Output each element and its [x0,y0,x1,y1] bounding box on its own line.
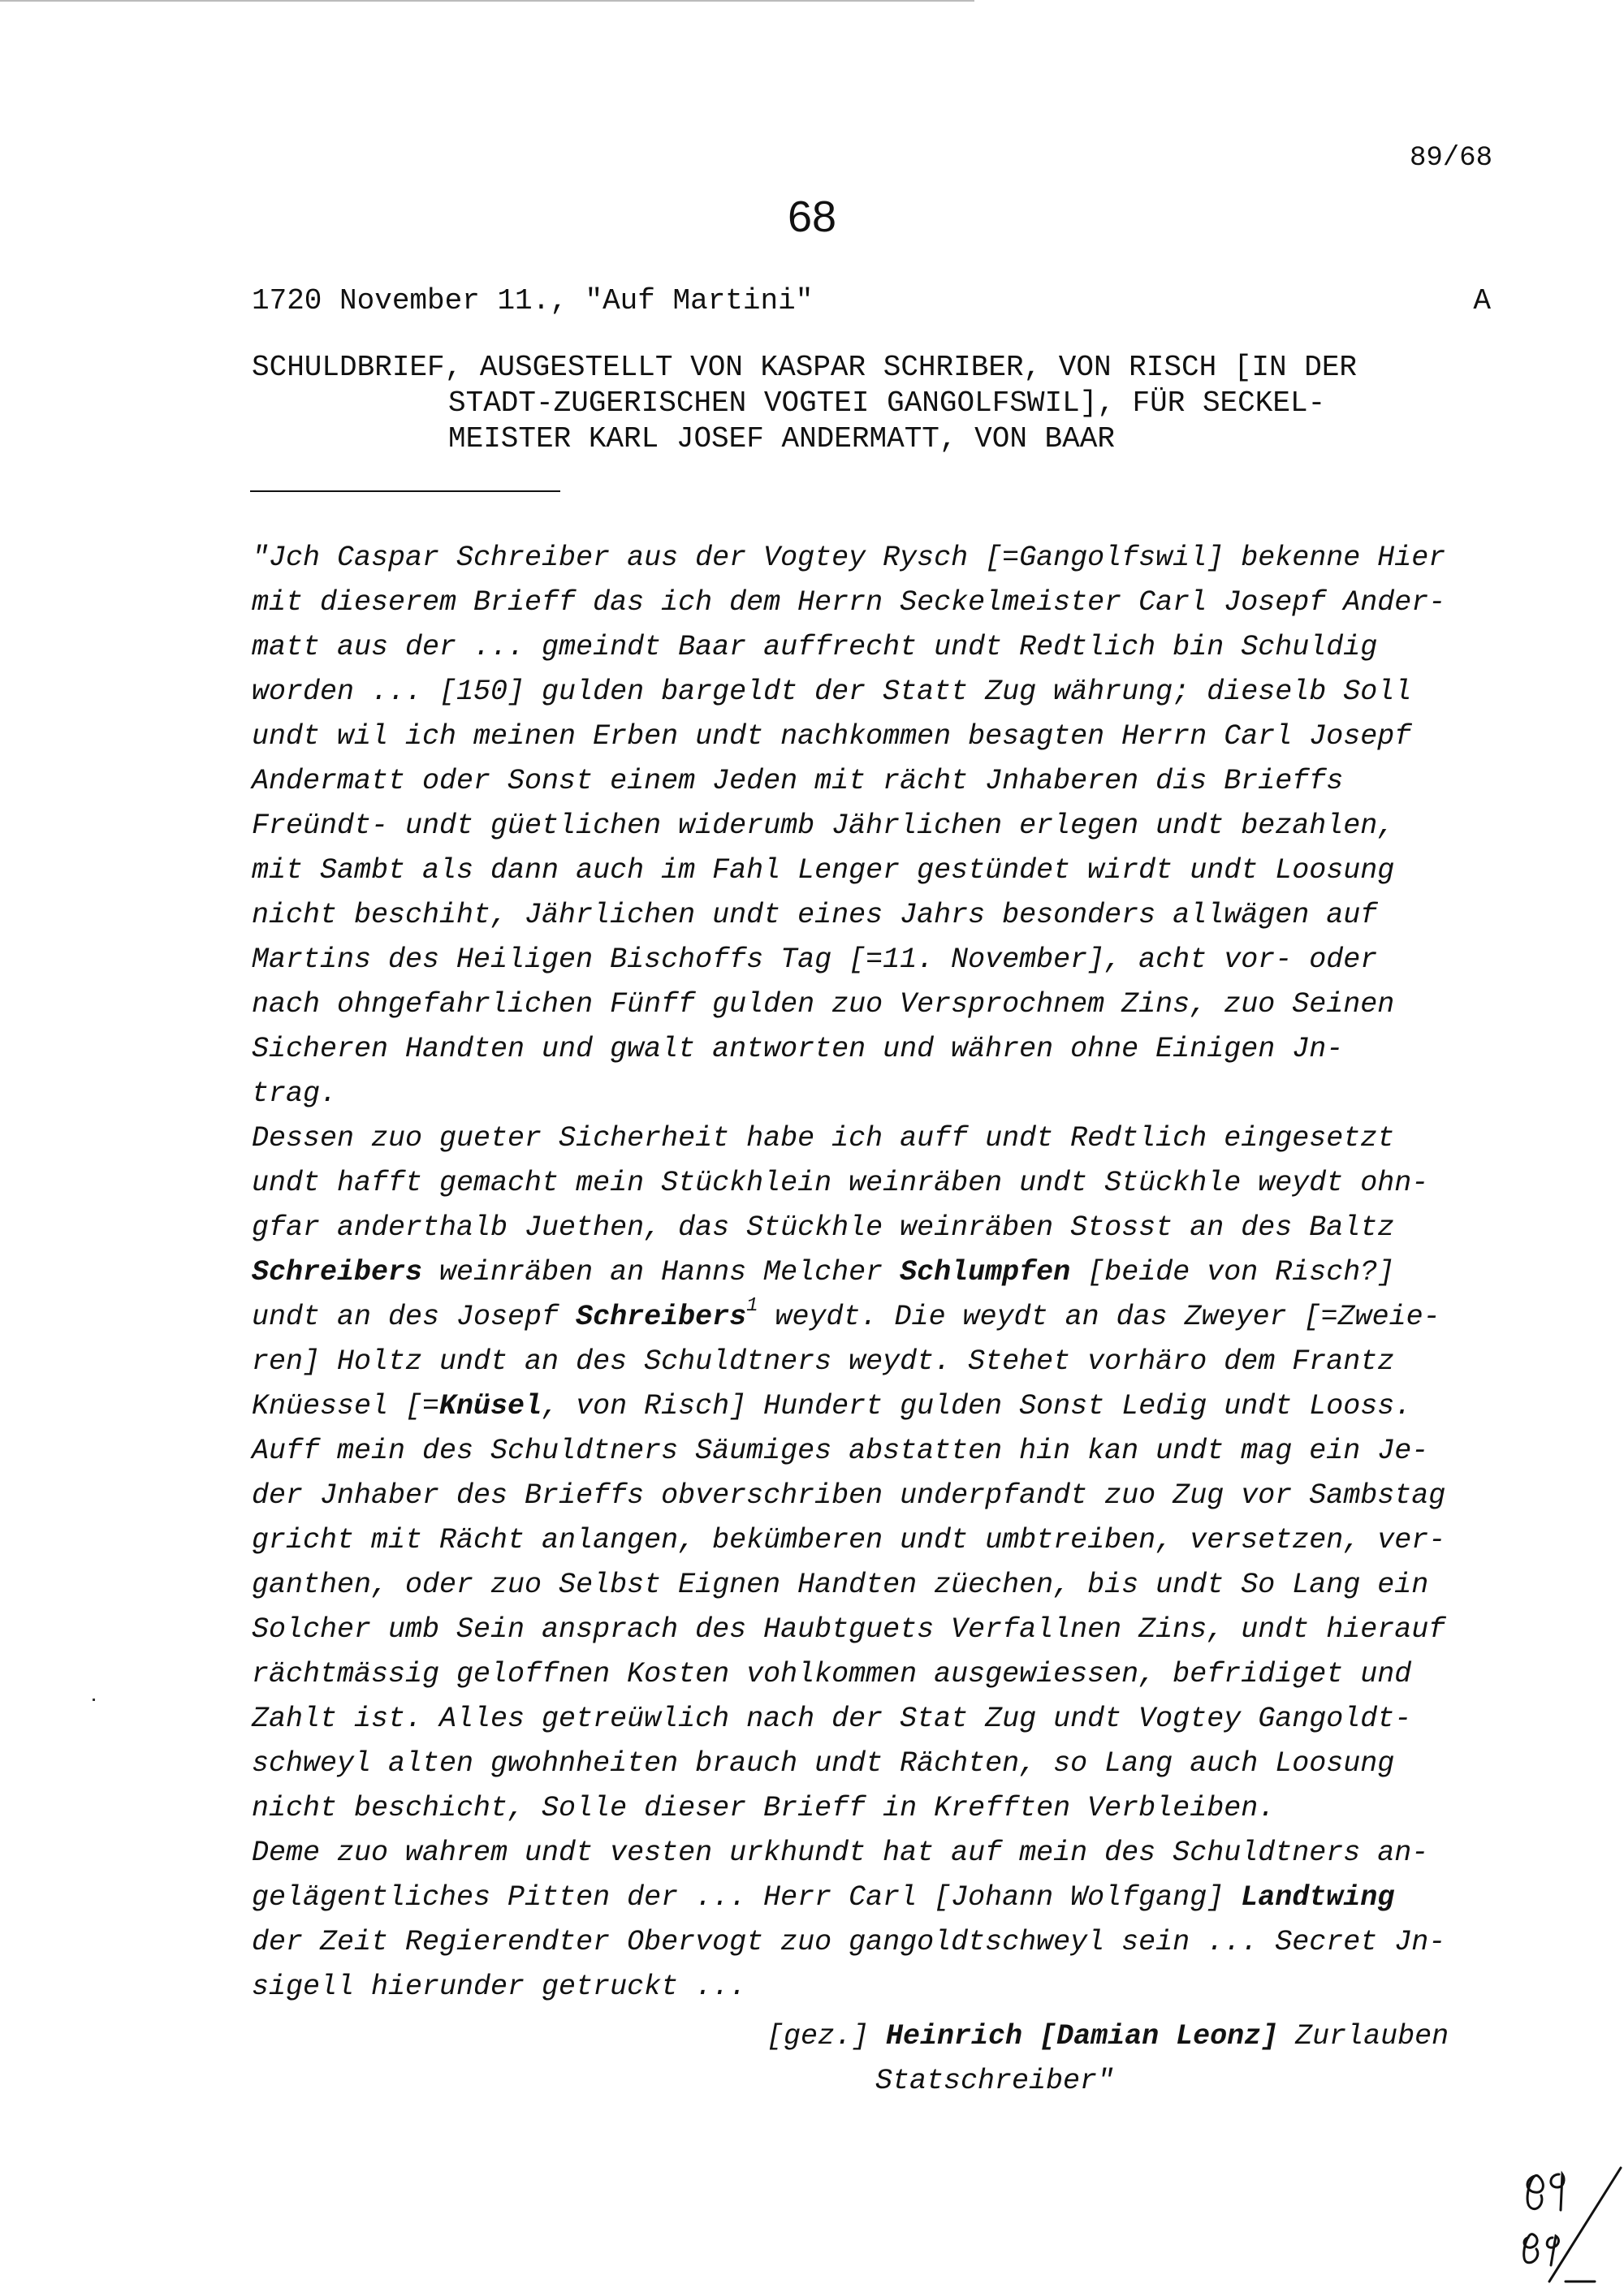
scan-speck [93,1699,95,1701]
body-line: Knüessel [=Knüsel, von Risch] Hundert gulden Sonst Ledig undt Looss. [252,1390,1412,1422]
body-line: Solcher umb Sein ansprach des Haubtguets Verfallnen Zins, undt hierauf [252,1613,1446,1646]
body-line: schweyl alten gwohnheiten brauch undt Rächten, so Lang auch Loosung [252,1747,1395,1780]
signatory-role: Statschreiber" [875,2065,1115,2097]
body-line: Zahlt ist. Alles getreüwlich nach der Stat Zug undt Vogtey Gangoldt- [252,1703,1412,1735]
body-line: sigell hierunder getruckt ... [252,1971,747,2003]
surname-schlumpfen: Schlumpfen [900,1256,1071,1289]
body-line: ren] Holtz undt an des Schuldtners weydt. Stehet vorhäro dem Frantz [252,1345,1395,1378]
title-line-1: SCHULDBRIEF, AUSGESTELLT VON KASPAR SCHRIBER, VON RISCH [IN DER [252,351,1358,384]
body-line: Auff mein des Schuldtners Säumiges abstatten hin kan undt mag ein Je- [252,1435,1429,1467]
body-line: nicht beschiht, Jährlichen undt eines Jahrs besonders allwägen auf [252,899,1378,931]
scan-top-edge [0,0,974,2]
separator-rule [250,490,560,492]
surname-landtwing: Landtwing [1241,1881,1395,1914]
title-line-2: STADT-ZUGERISCHEN VOGTEI GANGOLFSWIL], FÜR SECKEL- [448,386,1326,420]
document-body [252,536,1510,2010]
body-line: Deme zuo wahrem undt vesten urkhundt hat auf mein des Schuldtners an- [252,1837,1429,1869]
body-line: Schreibers weinräben an Hanns Melcher Schlumpfen [beide von Risch?] [252,1256,1395,1289]
body-line: der Jnhaber des Brieffs obverschriben underpfandt zuo Zug vor Sambstag [252,1479,1446,1512]
signature-line: [gez.] Heinrich [Damian Leonz] Zurlauben [767,2020,1449,2053]
body-line: worden ... [150] gulden bargeldt der Statt Zug währung; dieselb Soll [252,676,1412,708]
title-line-3: MEISTER KARL JOSEF ANDERMATT, VON BAAR [448,422,1115,455]
body-line: "Jch Caspar Schreiber aus der Vogtey Rysch [=Gangolfswil] bekenne Hier [252,542,1446,574]
signatory-name: Heinrich [Damian Leonz] [886,2020,1279,2053]
original-mark: A [1473,284,1491,317]
body-line: trag. [252,1077,338,1110]
surname-knuesel: Knüsel [439,1390,542,1422]
body-line: gricht mit Rächt anlangen, bekümberen undt umbtreiben, versetzen, ver- [252,1524,1446,1556]
body-line: Andermatt oder Sonst einem Jeden mit rächt Jnhaberen dis Brieffs [252,765,1344,797]
body-line: rächtmässig geloffnen Kosten vohlkommen ausgewiessen, befridiget und [252,1658,1412,1690]
body-line: mit Sambt als dann auch im Fahl Lenger gestündet wirdt undt Loosung [252,854,1395,887]
body-line: Martins des Heiligen Bischoffs Tag [=11. November], acht vor- oder [252,943,1378,976]
body-line: nach ohngefahrlichen Fünff gulden zuo Versprochnem Zins, zuo Seinen [252,988,1395,1021]
surname-schreibers: Schreibers [576,1301,747,1333]
body-line: nicht beschicht, Solle dieser Brieff in Krefften Verbleiben. [252,1792,1276,1824]
date-line: 1720 November 11., "Auf Martini" [252,284,814,317]
body-line: undt wil ich meinen Erben undt nachkommen besagten Herrn Carl Josepf [252,720,1412,753]
folio-number: 89/68 [1409,143,1492,174]
body-line: undt an des Josepf Schreibers$^1$ weydt. Die weydt an das Zweyer [=Zweie- [252,1295,1440,1333]
handwritten-folio-mark [1517,2160,1622,2288]
body-line: mit dieserem Brieff das ich dem Herrn Seckelmeister Carl Josepf Ander- [252,586,1446,619]
body-line: gelägentliches Pitten der ... Herr Carl [Johann Wolfgang] Landtwing [252,1881,1395,1914]
surname-schreibers: Schreibers [252,1256,423,1289]
body-line: Freündt- undt güetlichen widerumb Jährlichen erlegen undt bezahlen, [252,809,1395,842]
body-line: ganthen, oder zuo Selbst Eignen Handten züechen, bis undt So Lang ein [252,1569,1429,1601]
body-line: matt aus der ... gmeindt Baar auffrecht undt Redtlich bin Schuldig [252,631,1378,663]
page-number: 68 [787,192,837,241]
footnote-marker: 1 [746,1295,758,1318]
body-line: undt hafft gemacht mein Stückhlein weinräben undt Stückhle weydt ohn- [252,1167,1429,1199]
body-line: Sicheren Handten und gwalt antworten und währen ohne Einigen Jn- [252,1033,1344,1065]
body-line: der Zeit Regierendter Obervogt zuo gangoldtschweyl sein ... Secret Jn- [252,1926,1446,1958]
body-line: gfar anderthalb Juethen, das Stückhle weinräben Stosst an des Baltz [252,1211,1395,1244]
body-line: Dessen zuo gueter Sicherheit habe ich auff undt Redtlich eingesetzt [252,1122,1395,1155]
